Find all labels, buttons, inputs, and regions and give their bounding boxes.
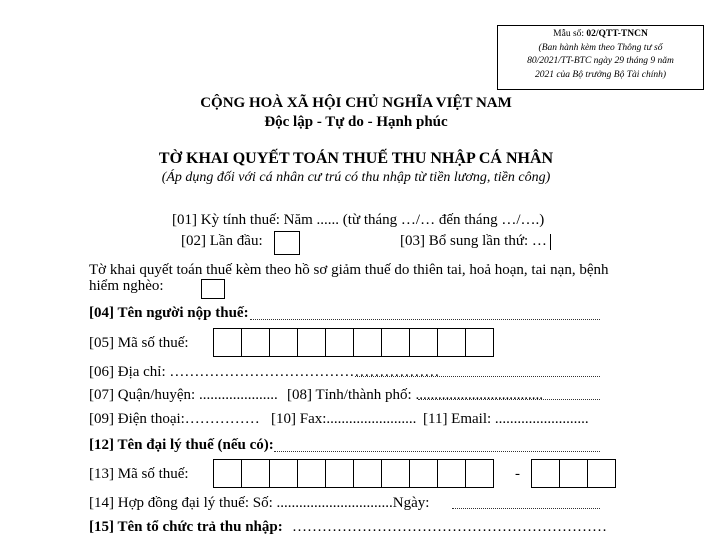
disaster-reduction-text-2: hiểm nghèo: xyxy=(89,278,164,294)
form-number-box xyxy=(497,25,704,90)
tax-code-cell[interactable] xyxy=(465,328,494,357)
tax-code-cell[interactable] xyxy=(437,328,466,357)
agent-branch-code-cell[interactable] xyxy=(559,459,588,488)
agent-tax-code-cell[interactable] xyxy=(381,459,410,488)
tax-code-cell[interactable] xyxy=(381,328,410,357)
agent-tax-code-dash: - xyxy=(515,466,520,482)
agent-tax-code-cell[interactable] xyxy=(437,459,466,488)
text-cursor xyxy=(550,234,551,250)
tax-code-cell[interactable] xyxy=(325,328,354,357)
phone-field[interactable]: [09] Điện thoại:…………… xyxy=(89,411,260,427)
income-payer-input[interactable]: ……………………………………………………… xyxy=(292,519,607,535)
tax-code-cell[interactable] xyxy=(213,328,242,357)
page-subtitle: (Áp dụng đối với cá nhân cư trú có thu nhập từ tiền lương, tiền công) xyxy=(161,170,551,185)
tax-code-cell[interactable] xyxy=(241,328,270,357)
first-time-label: [02] Lần đầu: xyxy=(181,233,263,249)
agent-branch-code-cell[interactable] xyxy=(587,459,616,488)
tax-code-label: [05] Mã số thuế: xyxy=(89,335,189,351)
agent-tax-code-cell[interactable] xyxy=(465,459,494,488)
nation-heading: CỘNG HOÀ XÃ HỘI CHỦ NGHĨA VIỆT NAM xyxy=(200,95,512,111)
province-input-line[interactable] xyxy=(418,399,600,400)
address-field[interactable]: [06] Địa chỉ: ……………………………………………… xyxy=(89,364,440,380)
first-time-checkbox[interactable] xyxy=(274,231,300,255)
tax-code-cell[interactable] xyxy=(353,328,382,357)
tax-code-cells[interactable] xyxy=(213,328,494,357)
agent-tax-code-cell[interactable] xyxy=(241,459,270,488)
form-issuance-note-1: (Ban hành kèm theo Thông tư số xyxy=(538,42,663,53)
disaster-reduction-checkbox[interactable] xyxy=(201,279,225,299)
page-title: TỜ KHAI QUYẾT TOÁN THUẾ THU NHẬP CÁ NHÂN xyxy=(158,150,554,167)
form-code: Mẫu số: 02/QTT-TNCN xyxy=(553,29,648,39)
agent-branch-code-cells[interactable] xyxy=(531,459,616,488)
disaster-reduction-text-1: Tờ khai quyết toán thuế kèm theo hồ sơ giảm thuế do thiên tai, hoả hoạn, tai nạn, bệnh xyxy=(89,262,609,278)
tax-code-cell[interactable] xyxy=(269,328,298,357)
tax-period-field[interactable]: [01] Kỳ tính thuế: Năm ...... (từ tháng …/… đến tháng …/….) xyxy=(172,212,545,228)
district-field[interactable]: [07] Quận/huyện: ..................... xyxy=(89,387,278,403)
supplement-field[interactable]: [03] Bổ sung lần thứ: … xyxy=(400,233,547,249)
tax-agent-name-label: [12] Tên đại lý thuế (nếu có): xyxy=(89,437,274,453)
address-input-line[interactable] xyxy=(355,376,600,377)
email-field[interactable]: [11] Email: ......................... xyxy=(423,411,589,427)
agent-contract-date-input[interactable] xyxy=(452,508,600,509)
agent-tax-code-cell[interactable] xyxy=(297,459,326,488)
fax-field[interactable]: [10] Fax:........................ xyxy=(271,411,417,427)
form-issuance-note-3: 2021 của Bộ trưởng Bộ Tài chính) xyxy=(534,69,667,80)
province-field[interactable]: [08] Tỉnh/thành phố: .................................. xyxy=(287,387,543,403)
taxpayer-name-label: [04] Tên người nộp thuế: xyxy=(89,305,249,321)
form-issuance-note-2: 80/2021/TT-BTC ngày 29 tháng 9 năm xyxy=(527,56,674,66)
agent-branch-code-cell[interactable] xyxy=(531,459,560,488)
tax-agent-name-input[interactable] xyxy=(274,451,600,452)
motto-heading: Độc lập - Tự do - Hạnh phúc xyxy=(264,114,448,130)
agent-tax-code-cells[interactable] xyxy=(213,459,494,488)
agent-tax-code-cell[interactable] xyxy=(353,459,382,488)
tax-code-cell[interactable] xyxy=(297,328,326,357)
agent-tax-code-cell[interactable] xyxy=(409,459,438,488)
agent-tax-code-cell[interactable] xyxy=(325,459,354,488)
agent-contract-field[interactable]: [14] Hợp đồng đại lý thuế: Số: ...............................Ngày: xyxy=(89,495,430,511)
taxpayer-name-input[interactable] xyxy=(250,319,600,320)
agent-tax-code-cell[interactable] xyxy=(269,459,298,488)
tax-code-cell[interactable] xyxy=(409,328,438,357)
agent-tax-code-cell[interactable] xyxy=(213,459,242,488)
agent-tax-code-label: [13] Mã số thuế: xyxy=(89,466,189,482)
income-payer-label: [15] Tên tổ chức trả thu nhập: xyxy=(89,519,283,535)
